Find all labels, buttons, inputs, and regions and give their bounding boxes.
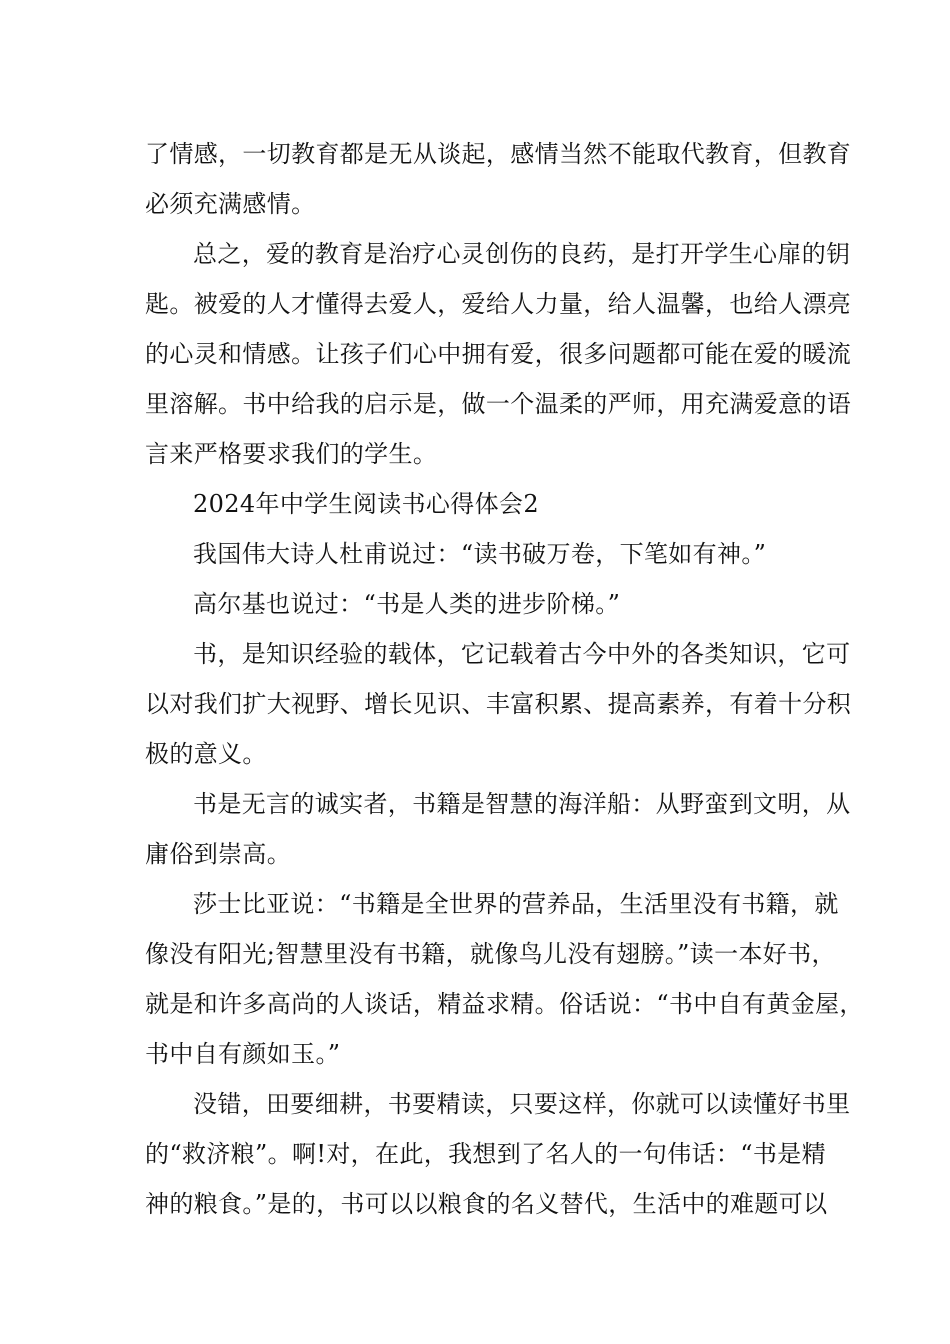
text-line: 的心灵和情感。让孩子们心中拥有爱，很多问题都可能在爱的暖流: [145, 340, 852, 368]
text-line: 极的意义。: [145, 740, 267, 768]
text-line: 里溶解。书中给我的启示是，做一个温柔的严师，用充满爱意的语: [145, 390, 852, 418]
heading-text: 2024年中学生阅读书心得体会2: [193, 490, 539, 518]
paragraph: [145, 879, 864, 1079]
document-body: [145, 129, 864, 1229]
text-line: 总之，爱的教育是治疗心灵创伤的良药，是打开学生心扉的钥: [193, 240, 851, 268]
text-line: 必须充满感情。: [145, 190, 316, 218]
paragraph: [145, 629, 852, 779]
text-line: 书是无言的诚实者，书籍是智慧的海洋船：从野蛮到文明，从: [193, 790, 851, 818]
paragraph: [145, 779, 851, 879]
paragraph: [145, 229, 852, 479]
text-line: 匙。被爱的人才懂得去爱人，爱给人力量，给人温馨，也给人漂亮: [145, 290, 852, 318]
text-line: 像没有阳光;智慧里没有书籍，就像鸟儿没有翅膀。”读一本好书，: [145, 940, 836, 968]
paragraph-continuation: [145, 129, 852, 229]
paragraph: [145, 529, 813, 579]
text-line: 以对我们扩大视野、增长见识、丰富积累、提高素养，有着十分积: [145, 690, 852, 718]
text-line: 莎士比亚说：“书籍是全世界的营养品，生活里没有书籍，就: [193, 890, 839, 918]
paragraph: [145, 579, 813, 629]
text-line: 了情感，一切教育都是无从谈起，感情当然不能取代教育，但教育: [145, 140, 852, 168]
text-line: 我国伟大诗人杜甫说过：“读书破万卷，下笔如有神。”: [193, 540, 767, 568]
text-line: 书，是知识经验的载体，它记载着古今中外的各类知识，它可: [193, 640, 851, 668]
text-line: 就是和许多高尚的人谈话，精益求精。俗话说：“书中自有黄金屋，: [145, 990, 864, 1018]
text-line: 的“救济粮”。啊!对，在此，我想到了名人的一句伟话：“书是精: [145, 1140, 826, 1168]
text-line: 神的粮食。”是的，书可以以粮食的名义替代，生活中的难题可以: [145, 1190, 828, 1218]
text-line: 庸俗到崇高。: [145, 840, 292, 868]
text-line: 没错，田要细耕，书要精读，只要这样，你就可以读懂好书里: [193, 1090, 851, 1118]
text-line: 书中自有颜如玉。”: [145, 1040, 341, 1068]
text-line: 高尔基也说过：“书是人类的进步阶梯。”: [193, 590, 621, 618]
text-line: 言来严格要求我们的学生。: [145, 440, 438, 468]
section-heading: [145, 479, 813, 529]
paragraph: [145, 1079, 851, 1229]
